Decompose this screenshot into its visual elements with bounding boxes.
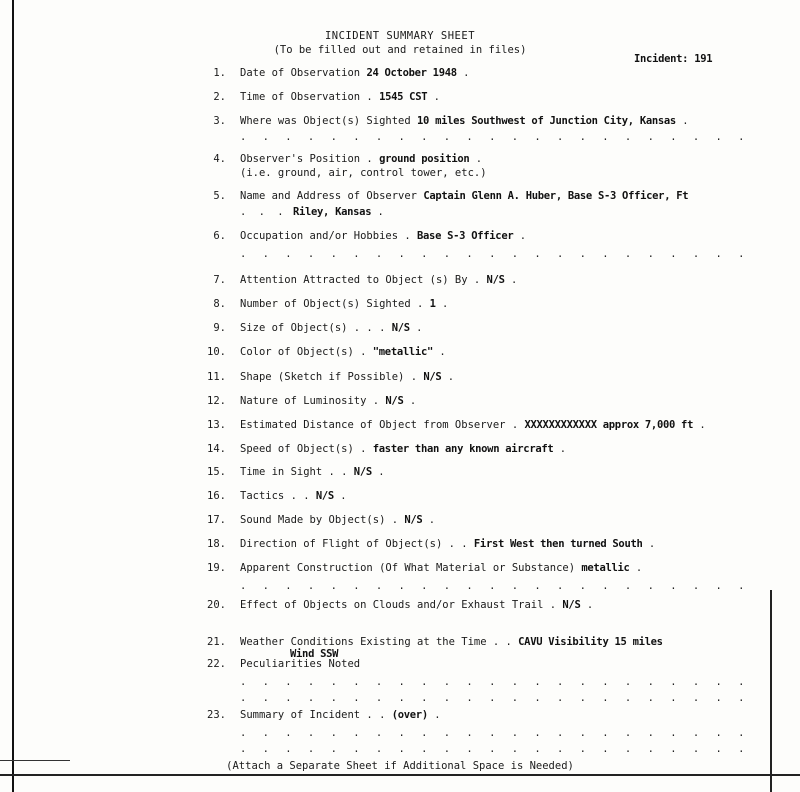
item-trail-dots: . (648, 538, 659, 550)
item-label: Tactics (240, 490, 285, 502)
item-value: 1545 CST (379, 91, 428, 103)
item-trail-dots: . (519, 230, 530, 242)
item-label: Where was Object(s) Sighted (240, 115, 411, 127)
item-value: First West then turned South (473, 538, 643, 550)
item-value: N/S (385, 395, 404, 407)
item-value: 1 (429, 298, 436, 310)
item-row-13-content: Estimated Distance of Object from Observer . XXXXXXXXXXXX approx 7,000 ft . (240, 419, 709, 431)
item-row-15-content: Time in Sight . . N/S . (240, 466, 388, 478)
continuation-dots: . . . . . . . . . . . . . . . . . . . . . . . (240, 727, 750, 739)
item-value: N/S (391, 322, 410, 334)
item-label: Effect of Objects on Clouds and/or Exhaust Trail (240, 599, 544, 611)
continuation-dots: . . . . . . . . . . . . . . . . . . . . . . . (240, 676, 750, 688)
item-value: Base S-3 Officer (417, 230, 514, 242)
scan-edge-bottom (0, 774, 800, 776)
item-row-7-content: Attention Attracted to Object (s) By . N/S . (240, 274, 521, 286)
item-number: 1. (213, 67, 226, 79)
item-value: N/S (562, 599, 581, 611)
item-value: N/S (315, 490, 334, 502)
continuation-dots: . . . . . . . . . . . . . . . . . . . . . . . (240, 692, 750, 704)
item-trail-dots: . (559, 443, 570, 455)
item-row-11-content: Shape (Sketch if Possible) . N/S . (240, 371, 458, 383)
item-label: Number of Object(s) Sighted (240, 298, 411, 310)
item-number: 13. (207, 419, 226, 431)
item-number: 7. (213, 274, 226, 286)
item-row-22-content (240, 658, 360, 670)
item-label: Name and Address of Observer (240, 190, 418, 202)
item-number: 8. (213, 298, 226, 310)
item-row-1-content (240, 67, 472, 79)
item-number: 14. (207, 443, 226, 455)
item-trail-dots: . (428, 514, 439, 526)
item-trail-dots: . (475, 153, 486, 165)
item-row-21-content: Weather Conditions Existing at the Time . . CAVU Visibility 15 miles (240, 636, 663, 648)
item-trail-dots: . (682, 115, 692, 127)
item-number: 2. (213, 91, 226, 103)
wind-note: Wind SSW (290, 648, 339, 660)
item-label: Shape (Sketch if Possible) (240, 371, 405, 383)
item-row-18-content: Direction of Flight of Object(s) . . First West then turned South . (240, 538, 659, 550)
item-number: 4. (213, 153, 226, 165)
item-trail-dots: . (378, 466, 388, 478)
item-value: N/S (404, 514, 423, 526)
item-number: 10. (207, 346, 226, 358)
item-row-12-content: Nature of Luminosity . N/S . (240, 395, 420, 407)
item-number: 18. (207, 538, 226, 550)
item-trail-dots: . (510, 274, 521, 286)
continuation-dots: . . . . . . . . . . . . . . . . . . . . . . . (240, 131, 750, 143)
item-value: N/S (423, 371, 442, 383)
item-row-19-content (240, 562, 645, 574)
item-number: 12. (207, 395, 226, 407)
item-number: 5. (213, 190, 226, 202)
item-label: Apparent Construction (Of What Material or Substance) (240, 562, 576, 574)
item-value: XXXXXXXXXXXX approx 7,000 ft (524, 419, 694, 431)
item-value: Captain Glenn A. Huber, Base S-3 Officer, Ft (423, 190, 689, 202)
item-trail-dots: . (377, 206, 384, 218)
item-label: Peculiarities Noted (240, 658, 361, 670)
item-row-3-content (240, 115, 692, 127)
item-label: Direction of Flight of Object(s) (240, 538, 443, 550)
item-value: CAVU Visibility 15 miles (518, 636, 663, 648)
item-label: Attention Attracted to Object (s) By (240, 274, 468, 286)
item-label: Color of Object(s) (240, 346, 354, 358)
item-label: Summary of Incident (240, 709, 361, 721)
item-trail-dots: . (434, 709, 444, 721)
item-value: N/S (486, 274, 505, 286)
item-row-9-content: Size of Object(s) . . . N/S . (240, 322, 426, 334)
item-value: "metallic" (372, 346, 433, 358)
item-number: 17. (207, 514, 226, 526)
item-value: 10 miles Southwest of Junction City, Kansas (417, 115, 676, 127)
item-trail-dots: . (416, 322, 426, 334)
item-number: 16. (207, 490, 226, 502)
item-label: Weather Conditions Existing at the Time (240, 636, 487, 648)
item-row-16-content: Tactics . . N/S . (240, 490, 350, 502)
item-trail-dots: . (340, 490, 350, 502)
item-number: 15. (207, 466, 226, 478)
item-label: Nature of Luminosity (240, 395, 367, 407)
form-title: INCIDENT SUMMARY SHEET (324, 30, 476, 42)
item-value: (over) (391, 709, 428, 721)
item-row-20-content: Effect of Objects on Clouds and/or Exhaust Trail . N/S . (240, 599, 597, 611)
scan-edge-left (12, 0, 14, 792)
item-row-23-content: Summary of Incident . . (over) . (240, 709, 444, 721)
item-value: ground position (379, 153, 470, 165)
item-number: 22. (207, 658, 226, 670)
item-row-17-content: Sound Made by Object(s) . N/S . (240, 514, 439, 526)
item-label: Observer's Position (240, 153, 361, 165)
item-label: Estimated Distance of Object from Observer (240, 419, 506, 431)
item-value-continued: Riley, Kansas (292, 206, 372, 218)
item-number: 21. (207, 636, 226, 648)
item-label: Date of Observation (240, 67, 361, 79)
position-hint: (i.e. ground, air, control tower, etc.) (240, 167, 487, 179)
item-trail-dots: . (442, 298, 452, 310)
item-label: Speed of Object(s) (240, 443, 354, 455)
item-trail-dots: . . . (240, 206, 287, 218)
item-trail-dots: . (463, 67, 473, 79)
item-row-8-content: Number of Object(s) Sighted . 1 . (240, 298, 452, 310)
continuation-dots: . . . . . . . . . . . . . . . . . . . . . . . (240, 743, 750, 755)
item-value: metallic (581, 562, 630, 574)
item-number: 11. (207, 371, 226, 383)
item-number: 6. (213, 230, 226, 242)
item-value: faster than any known aircraft (372, 443, 554, 455)
item-row-4-content: Observer's Position . ground position . (240, 153, 486, 165)
item-row-2-content: Time of Observation . 1545 CST . (240, 91, 443, 103)
item-label: Time of Observation (240, 91, 361, 103)
item-row-5-continuation (240, 206, 384, 218)
item-number: 20. (207, 599, 226, 611)
item-row-5-content (240, 190, 688, 202)
item-trail-dots: . (635, 562, 646, 574)
item-number: 3. (213, 115, 226, 127)
item-number: 9. (213, 322, 226, 334)
item-row-14-content: Speed of Object(s) . faster than any known aircraft . (240, 443, 570, 455)
item-number: 19. (207, 562, 226, 574)
item-label: Size of Object(s) (240, 322, 348, 334)
item-trail-dots: . (447, 371, 458, 383)
item-trail-dots: . (409, 395, 420, 407)
footer-note: (Attach a Separate Sheet if Additional Space is Needed) (226, 760, 574, 772)
item-value: N/S (353, 466, 372, 478)
item-value: 24 October 1948 (366, 67, 457, 79)
item-trail-dots: . (433, 91, 443, 103)
item-trail-dots: . (439, 346, 449, 358)
item-label: Sound Made by Object(s) (240, 514, 386, 526)
continuation-dots: . . . . . . . . . . . . . . . . . . . . . . . (240, 580, 750, 592)
item-row-10-content: Color of Object(s) . "metallic" . (240, 346, 449, 358)
form-subtitle: (To be filled out and retained in files) (273, 44, 527, 56)
item-label: Occupation and/or Hobbies (240, 230, 399, 242)
item-trail-dots: . (586, 599, 597, 611)
item-row-6-content: Occupation and/or Hobbies . Base S-3 Officer . (240, 230, 530, 242)
item-number: 23. (207, 709, 226, 721)
incident-number: Incident: 191 (634, 53, 713, 65)
continuation-dots: . . . . . . . . . . . . . . . . . . . . . . . (240, 248, 750, 260)
item-label: Time in Sight (240, 466, 323, 478)
item-trail-dots: . (699, 419, 709, 431)
